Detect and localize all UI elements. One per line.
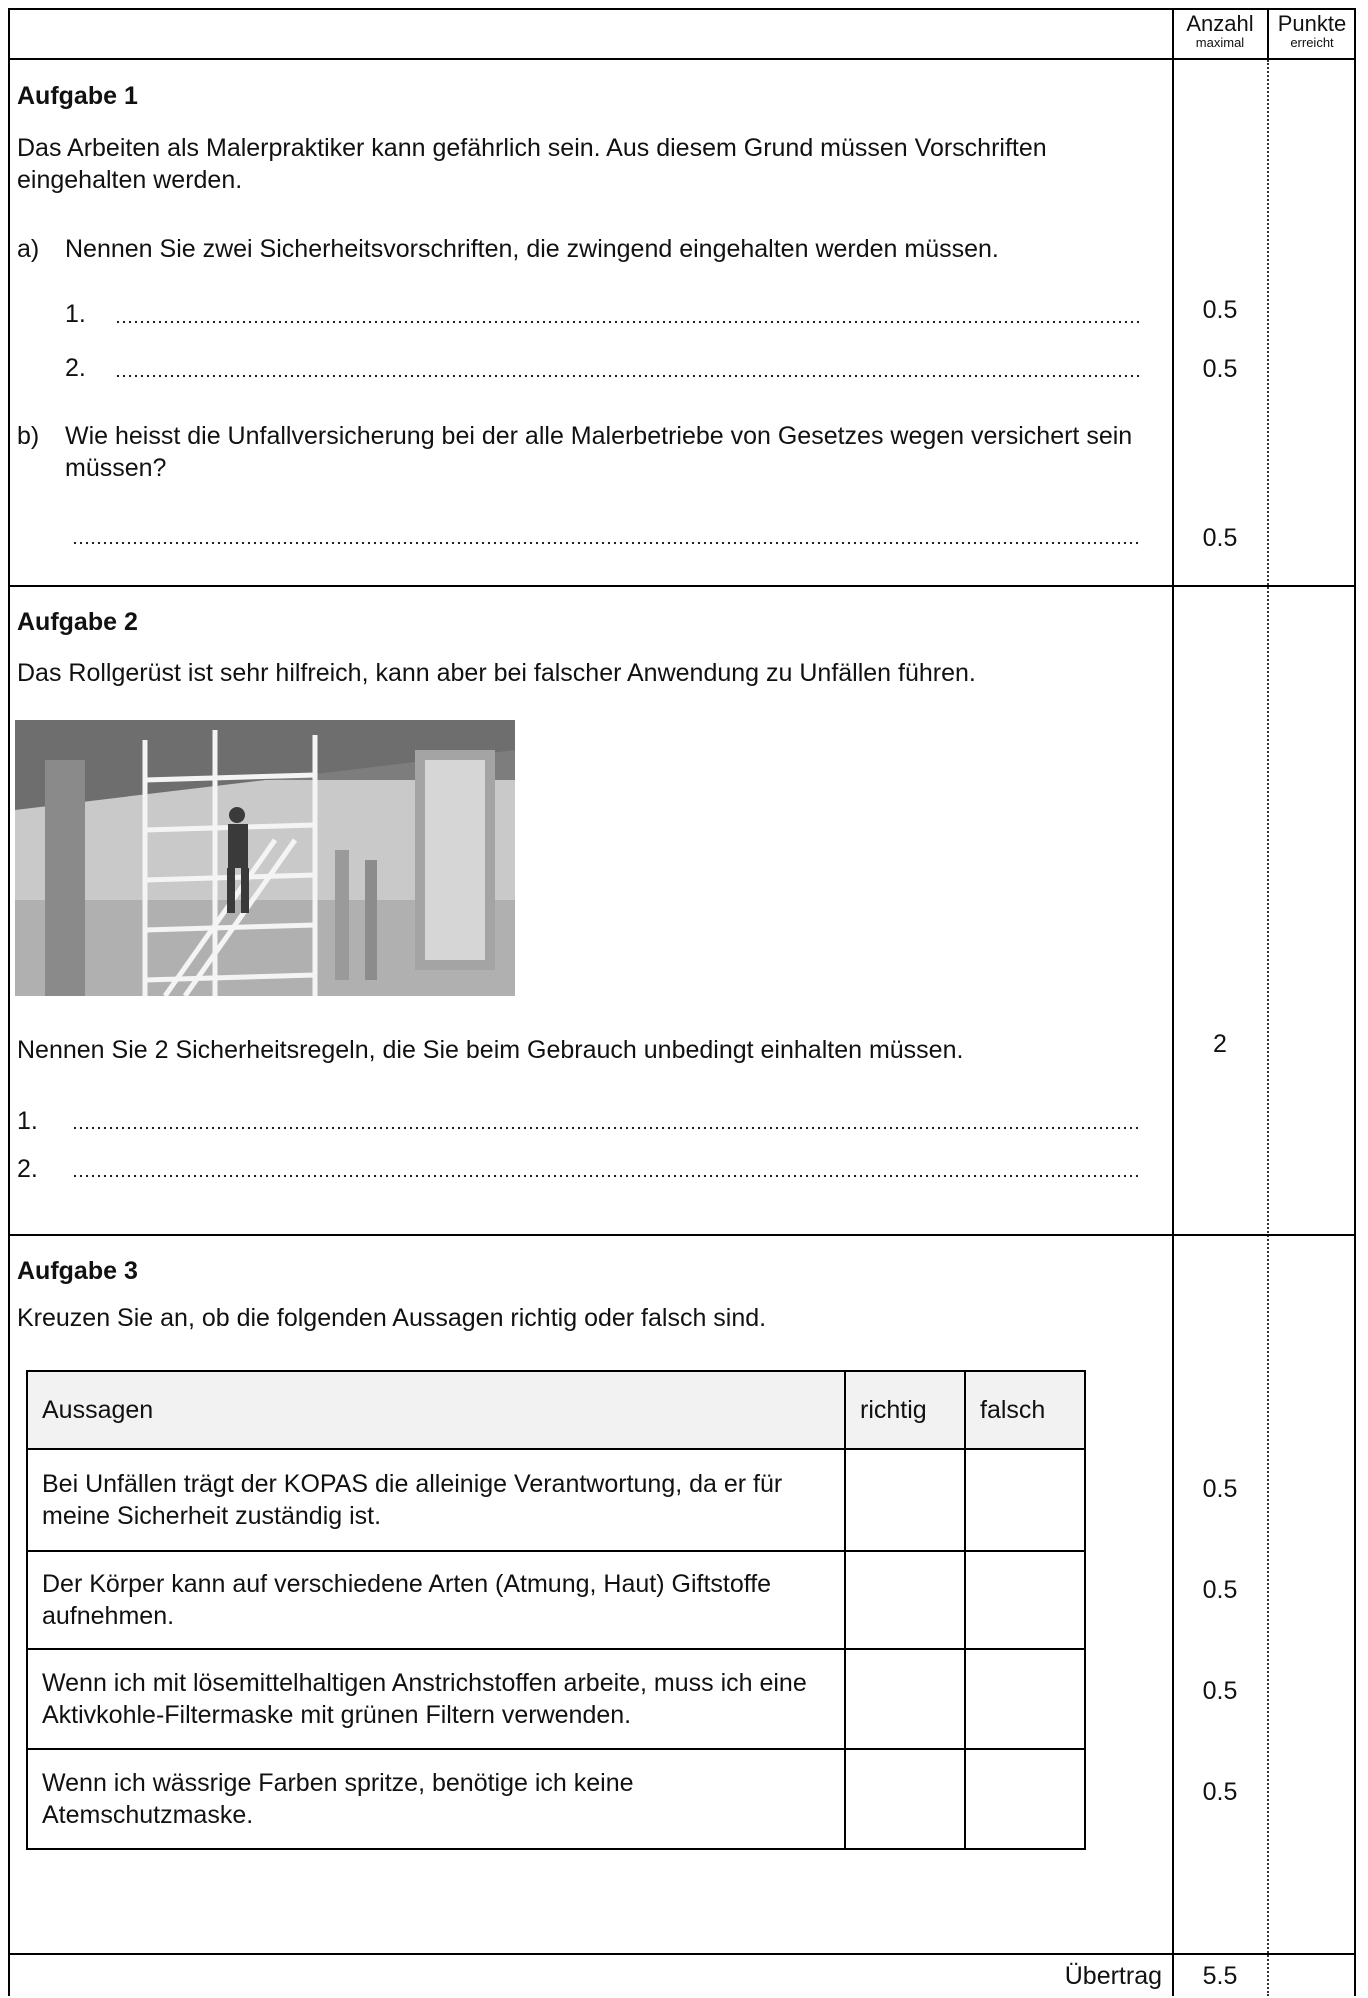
table-row [27, 1551, 1085, 1649]
statement-4-true-checkbox[interactable] [845, 1749, 965, 1849]
statement-2-false-checkbox[interactable] [965, 1551, 1085, 1649]
task3-intro: Kreuzen Sie an, ob die folgenden Aussagen richtig oder falsch sind. [17, 1304, 767, 1332]
task3-points-2: 0.5 [1202, 1576, 1238, 1604]
table-row [27, 1449, 1085, 1551]
statement-1-false-checkbox[interactable] [965, 1449, 1085, 1551]
task2-item-1-answer-line[interactable] [72, 1126, 1140, 1130]
frame-top [8, 8, 1356, 10]
task2-points: 2 [1213, 1030, 1227, 1058]
task1-b-answer-line[interactable] [72, 541, 1140, 545]
statements-header-row [27, 1371, 1085, 1449]
header-max-title: Anzahl [1186, 11, 1254, 36]
frame-right [1354, 8, 1356, 1996]
task2-item-1-number: 1. [17, 1107, 38, 1135]
task1-bottom-line [8, 585, 1356, 587]
task2-item-2-number: 2. [17, 1155, 38, 1183]
carryover-label: Übertrag [1064, 1962, 1162, 1990]
header-achieved-sub: erreicht [1290, 35, 1334, 50]
task2-question: Nennen Sie 2 Sicherheitsregeln, die Sie beim Gebrauch unbedingt einhalten müssen. [17, 1036, 964, 1064]
task1-a-item-2-number: 2. [65, 354, 86, 382]
header-achieved [1269, 12, 1355, 50]
scaffold-photo [15, 720, 515, 996]
statements-table [26, 1370, 1086, 1850]
task1-b-question: Wie heisst die Unfallversicherung bei der alle Malerbetriebe von Gesetzes wegen versichert sein müssen? [65, 422, 1133, 482]
task3-title: Aufgabe 3 [17, 1257, 138, 1285]
header-false: falsch [965, 1371, 1085, 1449]
task2-bottom-line [8, 1234, 1356, 1236]
task1-intro: Das Arbeiten als Malerpraktiker kann gefährlich sein. Aus diesem Grund müssen Vorschriften eingehalten werden. [17, 134, 1047, 194]
statement-3-text: Wenn ich mit lösemittelhaltigen Anstrichstoffen arbeite, muss ich eine Aktivkohle-Filtermaske mit grünen Filtern verwenden. [27, 1649, 845, 1749]
task2-item-2-answer-line[interactable] [72, 1174, 1140, 1178]
task1-a-label: a) [17, 235, 40, 263]
task1-a-item-2-points: 0.5 [1202, 355, 1238, 383]
header-statements: Aussagen [27, 1371, 845, 1449]
task3-points-3: 0.5 [1202, 1677, 1238, 1705]
task1-b-label: b) [17, 422, 40, 450]
statement-2-true-checkbox[interactable] [845, 1551, 965, 1649]
statement-2-text: Der Körper kann auf verschiedene Arten (Atmung, Haut) Giftstoffe aufnehmen. [27, 1551, 845, 1649]
footer-top-line [8, 1953, 1356, 1955]
task1-title: Aufgabe 1 [17, 82, 138, 110]
statement-3-true-checkbox[interactable] [845, 1649, 965, 1749]
statement-3-false-checkbox[interactable] [965, 1649, 1085, 1749]
table-row [27, 1749, 1085, 1849]
header-bottom-line [8, 58, 1356, 60]
task2-title: Aufgabe 2 [17, 608, 138, 636]
statement-4-text: Wenn ich wässrige Farben spritze, benötige ich keine Atemschutzmaske. [27, 1749, 845, 1849]
col-divider-points-dotted [1267, 60, 1269, 1996]
header-achieved-title: Punkte [1277, 11, 1347, 36]
frame-left [8, 8, 10, 1996]
task1-a-item-1-points: 0.5 [1202, 296, 1238, 324]
task1-a-question: Nennen Sie zwei Sicherheitsvorschriften, die zwingend eingehalten werden müssen. [65, 235, 999, 263]
task2-intro: Das Rollgerüst ist sehr hilfreich, kann aber bei falscher Anwendung zu Unfällen führen. [17, 659, 976, 687]
task3-points-1: 0.5 [1202, 1475, 1238, 1503]
header-max [1174, 12, 1266, 50]
header-max-sub: maximal [1195, 35, 1245, 50]
task1-b-points: 0.5 [1202, 524, 1238, 552]
carryover-total: 5.5 [1202, 1962, 1238, 1990]
statement-1-true-checkbox[interactable] [845, 1449, 965, 1551]
task1-a-item-2-answer-line[interactable] [115, 374, 1140, 378]
statement-4-false-checkbox[interactable] [965, 1749, 1085, 1849]
header-true: richtig [845, 1371, 965, 1449]
task1-a-item-1-answer-line[interactable] [115, 320, 1140, 324]
task3-points-4: 0.5 [1202, 1778, 1238, 1806]
table-row [27, 1649, 1085, 1749]
scaffold-photo-illustration [15, 720, 515, 996]
task1-a-item-1-number: 1. [65, 300, 86, 328]
statement-1-text: Bei Unfällen trägt der KOPAS die alleinige Verantwortung, da er für meine Sicherheit zuständig ist. [27, 1449, 845, 1551]
